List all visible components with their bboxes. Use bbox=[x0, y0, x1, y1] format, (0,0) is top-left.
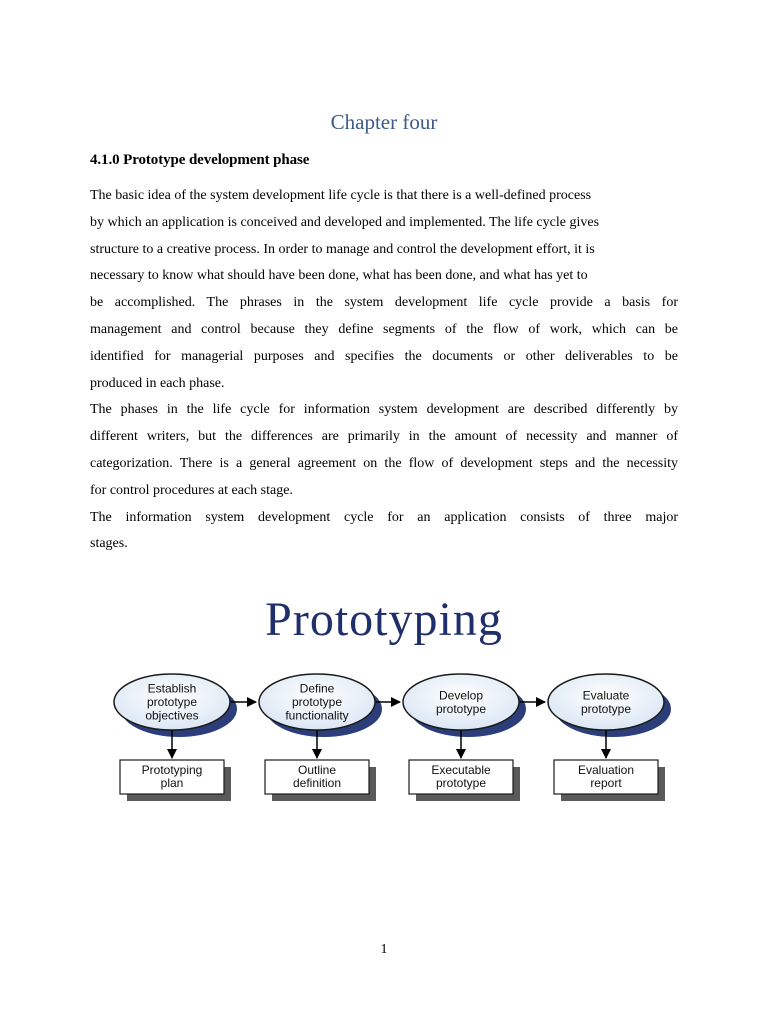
page-number: 1 bbox=[380, 942, 388, 957]
activity-label: prototype bbox=[291, 695, 343, 709]
stage-3 bbox=[403, 674, 526, 801]
activity-label: Develop bbox=[438, 688, 484, 703]
stage-1 bbox=[114, 674, 237, 801]
body-line: The phases in the life cycle for information system development are described differently by bbox=[90, 402, 678, 418]
diagram-title: Prototyping bbox=[265, 593, 503, 646]
stage-2 bbox=[259, 674, 382, 801]
activity-label: Evaluate bbox=[582, 688, 630, 703]
body-line: management and control because they define segments of the flow of work, which can be bbox=[90, 321, 678, 337]
body-line: necessary to know what should have been done, what has been done, and what has yet to bbox=[90, 268, 588, 284]
body-line: identified for managerial purposes and specifies the documents or other deliverables to be bbox=[90, 348, 678, 364]
body-line: different writers, but the differences are primarily in the amount of necessity and manner of bbox=[90, 429, 678, 445]
body-text bbox=[90, 183, 678, 558]
activity-label: functionality bbox=[285, 708, 349, 723]
chapter-title: Chapter four bbox=[330, 110, 438, 134]
output-label: Executable bbox=[431, 763, 491, 777]
section-heading: 4.1.0 Prototype development phase bbox=[90, 152, 310, 168]
output-label: definition bbox=[292, 776, 342, 790]
output-label: plan bbox=[160, 776, 184, 790]
activity-label: prototype bbox=[580, 701, 632, 716]
output-label: Evaluation bbox=[577, 763, 635, 777]
body-line: The information system development cycle for an application consists of three major bbox=[90, 509, 678, 525]
body-line: produced in each phase. bbox=[90, 375, 225, 391]
body-line: stages. bbox=[90, 536, 128, 552]
body-line: structure to a creative process. In order to manage and control the development effort, it is bbox=[90, 241, 595, 257]
body-line: The basic idea of the system development life cycle is that there is a well-defined process bbox=[90, 188, 592, 203]
activity-label: Define bbox=[299, 681, 335, 696]
output-label: Prototyping bbox=[141, 763, 203, 777]
output-label: prototype bbox=[435, 776, 487, 790]
body-line: for control procedures at each stage. bbox=[90, 482, 293, 498]
activity-label: prototype bbox=[146, 695, 198, 709]
body-line: categorization. There is a general agreement on the flow of development steps and the necessity bbox=[90, 455, 678, 471]
activity-label: Establish bbox=[147, 681, 197, 696]
output-label: Outline bbox=[297, 763, 337, 777]
stage-4 bbox=[548, 674, 671, 801]
body-line: by which an application is conceived and developed and implemented. The life cycle gives bbox=[90, 214, 600, 230]
output-label: report bbox=[590, 776, 622, 790]
body-line: be accomplished. The phrases in the system development life cycle provide a basis for bbox=[90, 295, 678, 311]
prototyping-flow-diagram bbox=[0, 660, 768, 820]
activity-label: prototype bbox=[435, 701, 487, 716]
activity-label: objectives bbox=[145, 708, 199, 723]
